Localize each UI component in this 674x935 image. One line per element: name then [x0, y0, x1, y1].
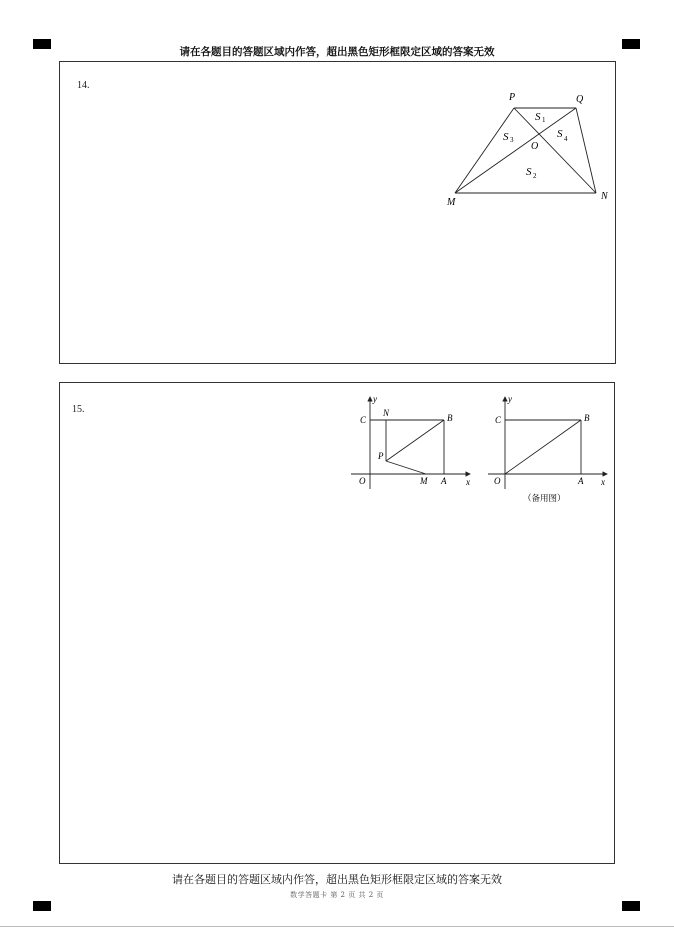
- q15-fig1-label-x: x: [466, 477, 470, 487]
- q15-fig1-label-p: P: [378, 451, 384, 461]
- q14-label-s4-sub: 4: [564, 135, 568, 143]
- q15-fig1-label-c: C: [360, 415, 367, 425]
- q15-fig2-label-x: x: [601, 477, 605, 487]
- q14-label-s3: S: [503, 131, 509, 143]
- question-number-14: 14.: [77, 80, 90, 91]
- q14-label-m: M: [447, 197, 456, 208]
- q15-fig2-caption: （备用图）: [523, 494, 566, 504]
- footer-page-number: 数学答题卡 第 2 页 共 2 页: [290, 891, 384, 899]
- q15-fig1-label-y: y: [373, 394, 377, 404]
- q14-label-s2-sub: 2: [533, 172, 537, 180]
- q15-fig2-label-b: B: [584, 413, 590, 423]
- q15-fig1-label-a: A: [441, 476, 447, 486]
- header-notice: 请在各题目的答题区域内作答，超出黑色矩形框限定区域的答案无效: [179, 46, 495, 58]
- footer-notice: 请在各题目的答题区域内作答，超出黑色矩形框限定区域的答案无效: [172, 873, 502, 886]
- q15-figure-main: [348, 393, 478, 493]
- q14-label-s1-sub: 1: [542, 116, 546, 124]
- page-bottom-divider: [0, 926, 674, 927]
- q14-trapezoid-figure: [440, 87, 620, 217]
- q14-label-q: Q: [576, 94, 584, 105]
- q15-fig1-label-o: O: [359, 476, 366, 486]
- q14-label-o: O: [531, 141, 539, 152]
- q14-label-s1: S: [535, 111, 541, 123]
- q15-fig2-label-c: C: [495, 415, 502, 425]
- registration-mark-bottom-left: [33, 901, 51, 911]
- q15-fig2-label-y: y: [508, 394, 512, 404]
- q14-label-n: N: [601, 191, 608, 202]
- answer-box-q14[interactable]: [59, 61, 616, 364]
- q14-label-s4: S: [557, 128, 563, 140]
- answer-box-q15[interactable]: [59, 382, 615, 864]
- q15-fig1-label-n: N: [383, 408, 390, 418]
- q15-figure-spare: [485, 393, 615, 508]
- registration-mark-bottom-right: [622, 901, 640, 911]
- q15-fig1-label-m: M: [420, 476, 428, 486]
- q14-label-p: P: [509, 92, 516, 103]
- question-number-15: 15.: [72, 404, 85, 415]
- q15-fig1-label-b: B: [447, 413, 453, 423]
- q15-fig2-label-o: O: [494, 476, 501, 486]
- q14-label-s3-sub: 3: [510, 136, 514, 144]
- q15-fig2-label-a: A: [578, 476, 584, 486]
- q14-label-s2: S: [526, 166, 532, 178]
